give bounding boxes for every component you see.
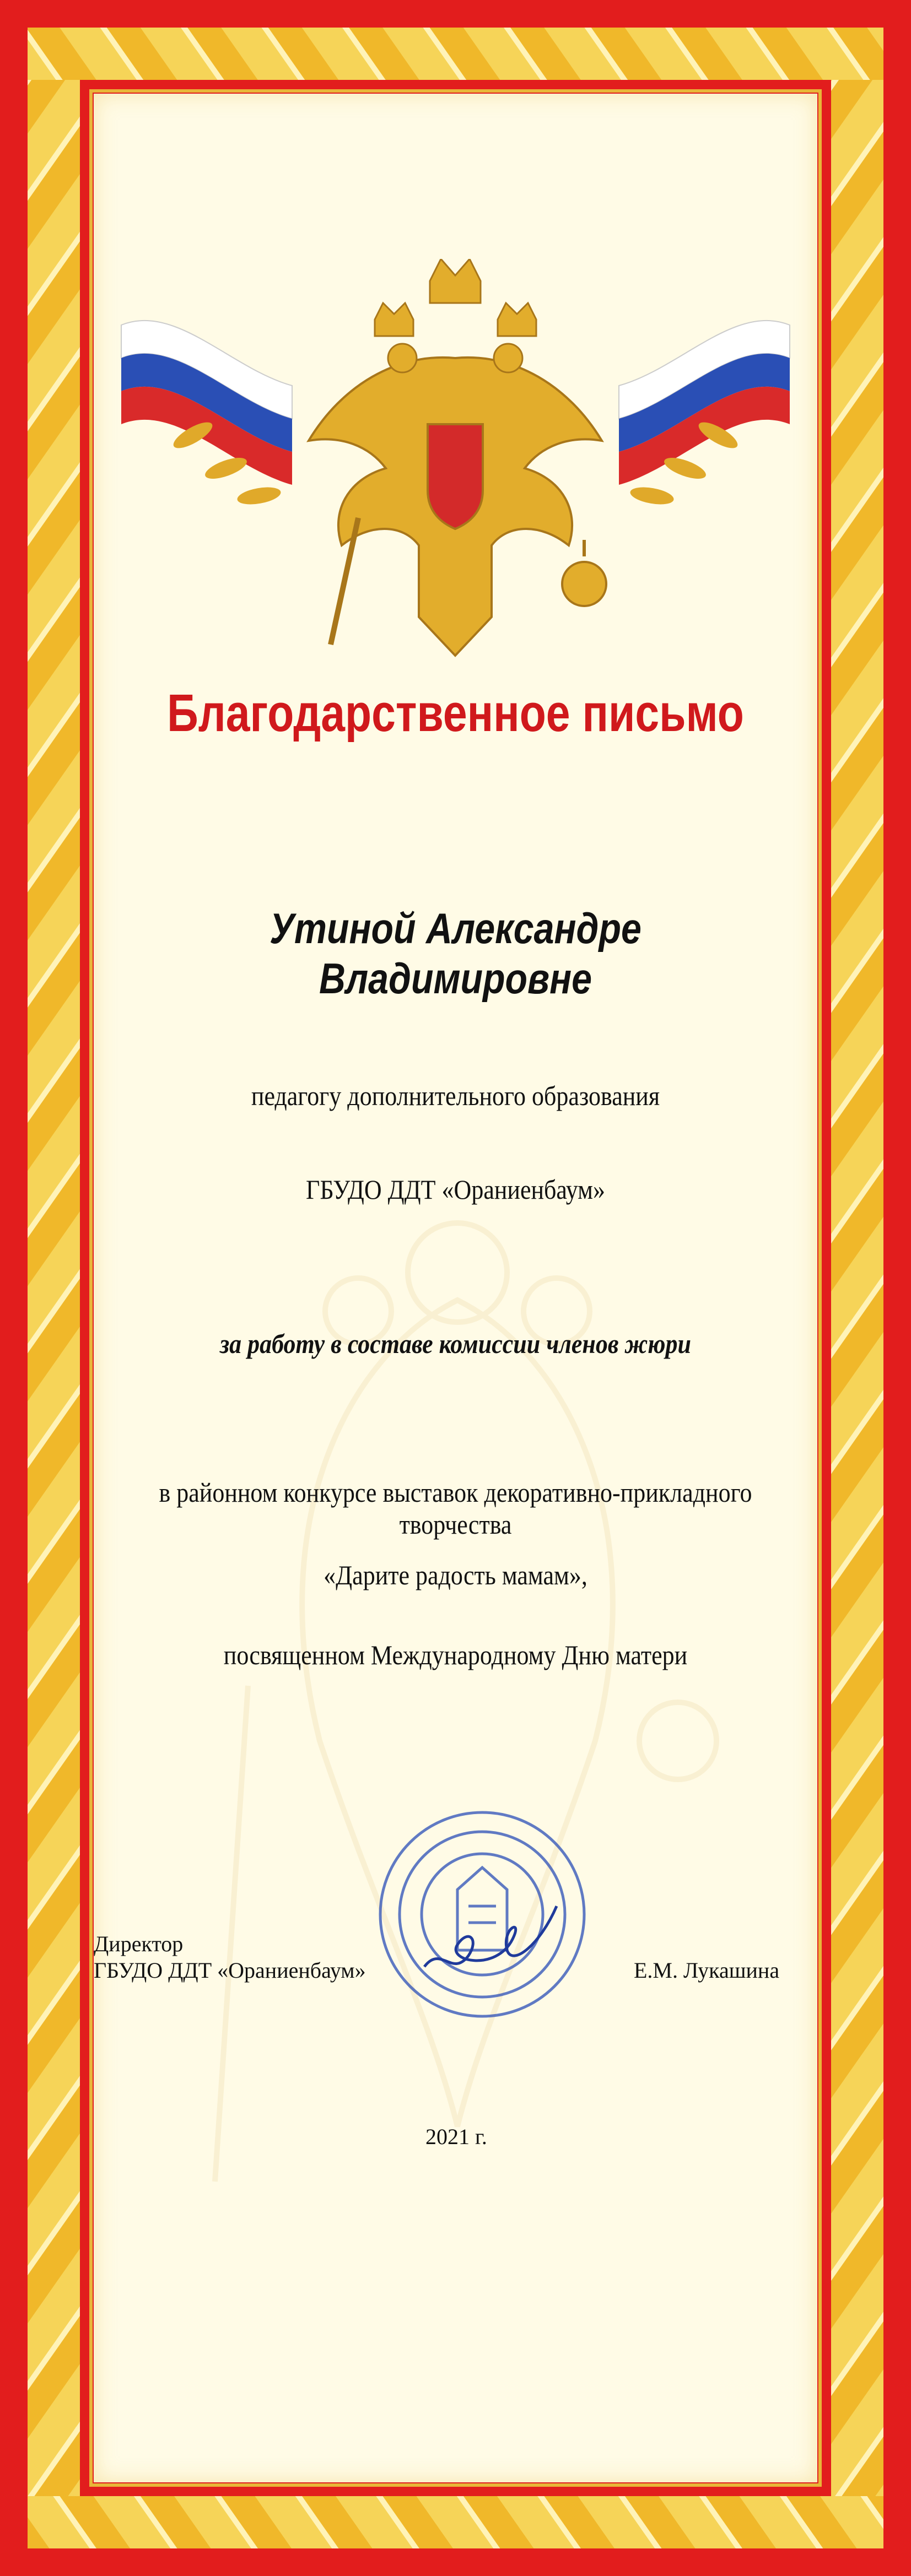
signature-organization: ГБУДО ДДТ «Ораниенбаум» xyxy=(94,1958,366,1983)
organization-name: ГБУДО ДДТ «Ораниенбаум» xyxy=(306,1174,605,1205)
contest-dedication: посвященном Международному Дню матери xyxy=(223,1639,688,1670)
certificate-title: Благодарственное письмо xyxy=(167,684,744,743)
award-reason: за работу в составе комиссии членов жюри xyxy=(219,1328,692,1359)
contest-description: в районном конкурсе выставок декоративно-прикладного творчества xyxy=(159,1477,752,1540)
state-emblem-icon xyxy=(110,259,801,700)
signature-icon xyxy=(419,1895,562,1983)
signature-role: Директор xyxy=(94,1931,184,1956)
signature-name: Е.М. Лукашина xyxy=(634,1958,780,1983)
issue-year: 2021 г. xyxy=(425,2124,487,2149)
flag-ribbon-icon xyxy=(121,321,292,485)
recipient-position: педагогу дополнительного образования xyxy=(251,1080,660,1111)
recipient-name: Утиной Александре Владимировне xyxy=(269,904,642,1003)
contest-name: «Дарите радость мамам», xyxy=(324,1560,587,1590)
